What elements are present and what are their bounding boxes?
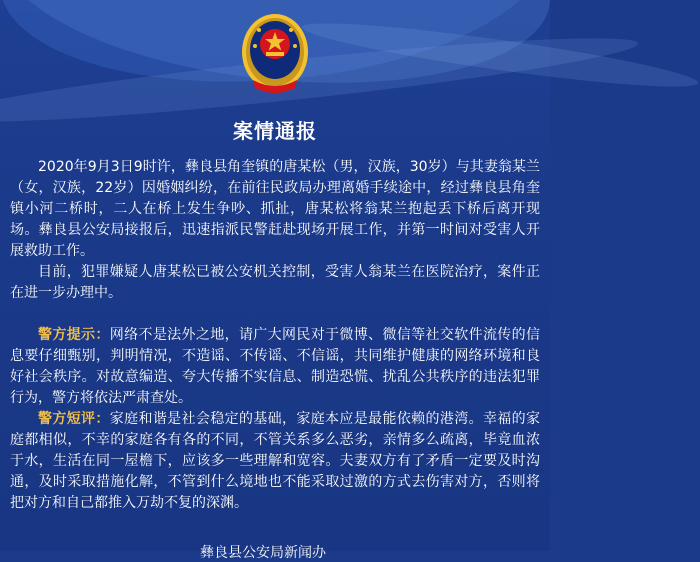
tip-label: 警方提示： — [38, 327, 110, 343]
footer-signature: 彝良县公安局新闻办 — [200, 545, 326, 561]
paragraph: 2020年9月3日9时许，彝良县角奎镇的唐某松（男，汉族，30岁）与其妻翁某兰（女，汉族，22岁）因婚姻纠纷，在前往民政局办理离婚手续途中，经过彝良县角奎镇小河二桥时，二人在桥上发生争吵、抓扯，唐某松将翁某兰抱起丢下桥后离开现场。彝良县公安局接报后，迅速指派民警赶赴现场开展工作，并第一时间对受害人开展救助工作。 — [10, 159, 540, 259]
police-emblem-icon — [239, 8, 311, 98]
police-comment — [10, 409, 540, 514]
spacer — [10, 304, 540, 325]
police-tip — [10, 325, 540, 409]
comment-label: 警方短评： — [38, 411, 110, 427]
comment-text: 家庭和谐是社会稳定的基础，家庭本应是最能依赖的港湾。幸福的家庭都相似，不幸的家庭各有各的不同，不管关系多么恶劣，亲情多么疏离，毕竟血浓于水，生活在同一屋檐下，应该多一些理解和宽容。夫妻双方有了矛盾一定要及时沟通，及时采取措施化解，不管到什么境地也不能采取过激的方式去伤害对方，否则将把对方和自己都推入万劫不复的深渊。 — [10, 411, 540, 511]
page-title: 案情通报 — [233, 119, 317, 143]
paragraph: 目前，犯罪嫌疑人唐某松已被公安机关控制，受害人翁某兰在医院治疗，案件正在进一步办理中。 — [10, 264, 540, 301]
notice-body — [10, 157, 540, 514]
tip-text: 网络不是法外之地，请广大网民对于微博、微信等社交软件流传的信息要仔细甄别，判明情况，不造谣、不传谣、不信谣，共同维护健康的网络环境和良好社会秩序。对故意编造、夸大传播不实信息、制造恐慌、扰乱公共秩序的违法犯罪行为，警方将依法严肃查处。 — [10, 327, 540, 406]
